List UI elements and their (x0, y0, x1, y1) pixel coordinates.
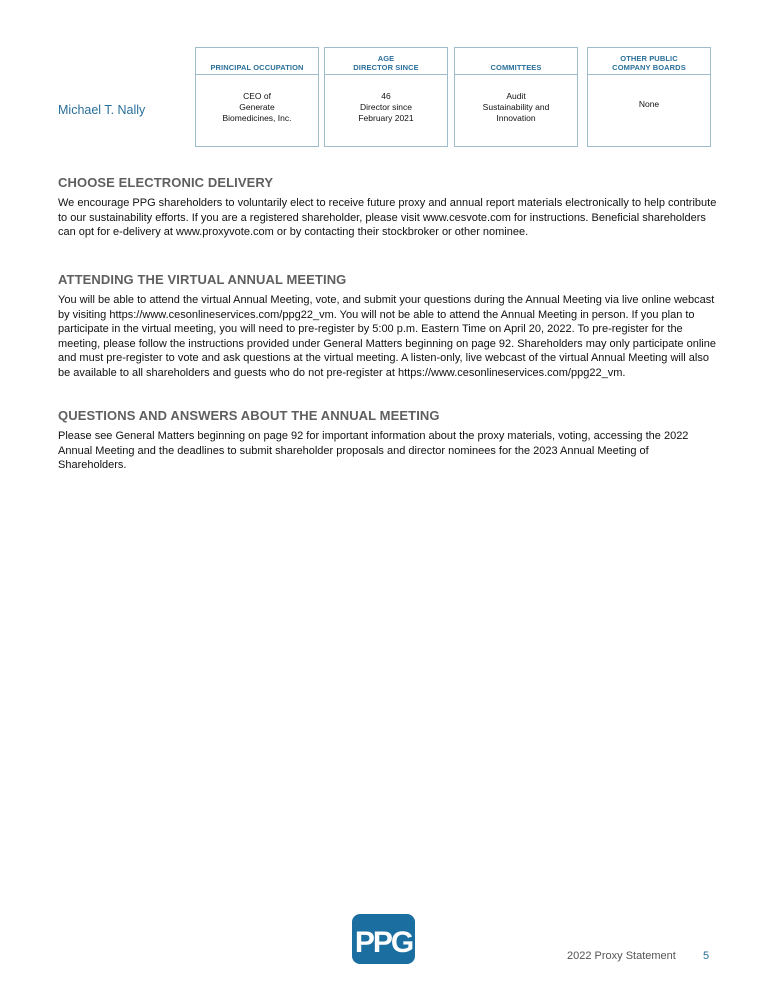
box-header (588, 48, 710, 75)
age-director-since-box (324, 47, 448, 147)
box-body (455, 75, 577, 145)
box-body (325, 75, 447, 145)
value-line: None (638, 99, 660, 109)
box-body (588, 75, 710, 145)
header-line: AGE (377, 54, 395, 63)
committees-box (454, 47, 578, 147)
section-heading: CHOOSE ELECTRONIC DELIVERY (58, 175, 274, 190)
section-body: Please see General Matters beginning on page 92 for important information about the proxy materials, voting, accessing the 2022 Annual Meeting and the deadlines to submit shareholder proposals and director nominees for the 2023 Annual Meeting of Shareholders. (58, 430, 689, 472)
logo-lettering: PPG (354, 926, 413, 959)
section-questions-answers (58, 408, 718, 473)
header-line: COMPANY BOARDS (612, 63, 686, 72)
header-line: DIRECTOR SINCE (353, 63, 419, 72)
other-public-boards-box (587, 47, 711, 147)
value-line: Director since (360, 101, 412, 112)
ppg-logo (352, 914, 415, 964)
section-heading: ATTENDING THE VIRTUAL ANNUAL MEETING (58, 272, 347, 287)
principal-occupation-box (195, 47, 319, 147)
header-line: COMMITTEES (490, 63, 542, 72)
section-heading: QUESTIONS AND ANSWERS ABOUT THE ANNUAL MEETING (58, 408, 440, 423)
value-line: Biomedicines, Inc. (222, 112, 292, 123)
value-line: Innovation (496, 112, 536, 123)
section-body: We encourage PPG shareholders to voluntarily elect to receive future proxy and annual report materials electronically to help contribute to our sustainability efforts. If you are a registered shareholder, please visit www.cesvote.com for instructions. Beneficial shareholders can opt for e-delivery at www.proxyvote.com or by contacting their stockbroker or other nominee. (58, 197, 717, 239)
box-body (196, 75, 318, 145)
box-header (196, 48, 318, 75)
value-line: Audit (506, 90, 526, 101)
section-body: You will be able to attend the virtual Annual Meeting, vote, and submit your questions during the Annual Meeting via live online webcast by visiting https://www.cesonlineservices.com/ppg22_vm. You will not be able to attend the Annual Meeting in person. If you plan to participate in the virtual meeting, you will need to pre-register by 5:00 p.m. Eastern Time on April 20, 2022. To pre-register for the meeting, please follow the instructions provided under General Matters beginning on page 92. Shareholders may only participate online and must pre-register to vote and ask questions at the virtual meeting. A listen-only, live webcast of the virtual Annual Meeting will also be available to all shareholders and guests who do not pre-register at https://www.cesonlineservices.com/ppg22_vm. (58, 294, 716, 379)
box-header (455, 48, 577, 75)
director-profile-row (0, 47, 768, 147)
section-electronic-delivery (58, 175, 718, 240)
value-line: Sustainability and (482, 101, 550, 112)
director-name: Michael T. Nally (58, 103, 146, 117)
header-line: OTHER PUBLIC (620, 54, 678, 63)
header-line: PRINCIPAL OCCUPATION (210, 63, 304, 72)
value-line: February 2021 (358, 112, 414, 123)
value-line: CEO of (243, 90, 271, 101)
value-line: 46 (381, 90, 391, 101)
page-number: 5 (703, 950, 710, 962)
footer-title: 2022 Proxy Statement (567, 950, 676, 962)
section-virtual-meeting (58, 272, 718, 381)
box-header (325, 48, 447, 75)
value-line: Generate (239, 101, 275, 112)
